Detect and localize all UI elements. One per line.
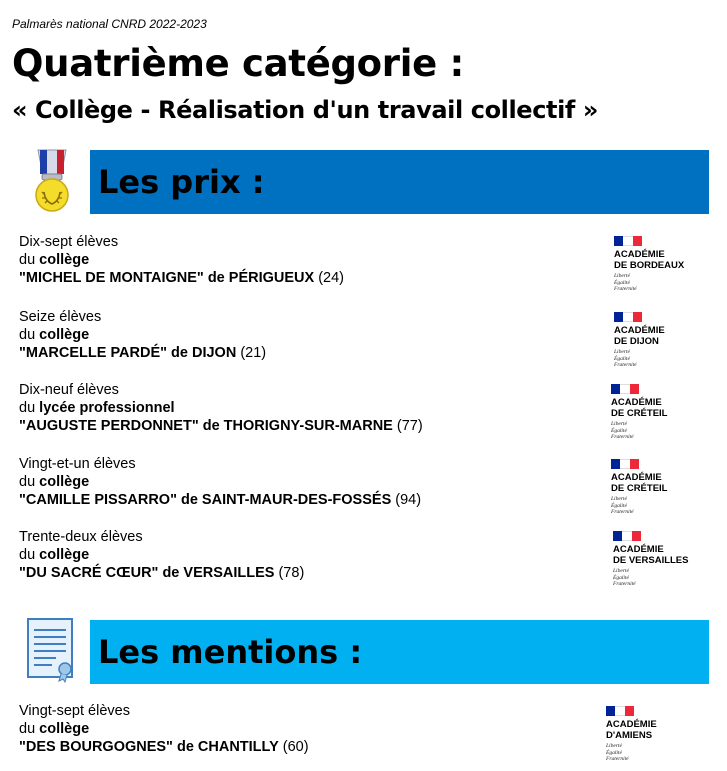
entry-school-type: collège [39,474,90,490]
academy-name: ACADÉMIE DE DIJON [614,325,665,347]
mentions-entry [19,702,309,756]
prix-banner [90,150,709,214]
academy-logo [611,459,711,516]
entry-students: Vingt-et-un élèves [19,456,136,472]
french-flag-icon [611,459,639,469]
entry-school-type: collège [39,721,90,737]
entry-du: du [19,721,40,737]
entry-school-type: lycée professionnel [39,400,175,416]
republic-motto: Liberté Égalité Fraternité [611,496,634,515]
academy-logo [614,312,714,369]
entry-school-name: "DU SACRÉ CŒUR" de VERSAILLES [19,565,275,581]
entry-du: du [19,252,40,268]
entry-dept: (24) [314,270,345,286]
republic-motto: Liberté Égalité Fraternité [611,421,634,440]
french-flag-icon [614,312,642,322]
prix-entry [19,455,421,509]
entry-du: du [19,547,40,563]
french-flag-icon [611,384,639,394]
prix-entry [19,308,266,362]
entry-du: du [19,474,40,490]
entry-dept: (60) [278,739,309,755]
entry-du: du [19,327,40,343]
entry-school-type: collège [39,327,90,343]
entry-students: Vingt-sept élèves [19,703,130,719]
entry-school-name: "MICHEL DE MONTAIGNE" de PÉRIGUEUX [19,270,315,286]
republic-motto: Liberté Égalité Fraternité [606,743,629,762]
academy-name: ACADÉMIE DE CRÉTEIL [611,472,668,494]
prix-entry [19,528,304,582]
french-flag-icon [614,236,642,246]
page-subtitle: « Collège - Réalisation d'un travail collectif » [12,96,599,124]
entry-school-name: "DES BOURGOGNES" de CHANTILLY [19,739,279,755]
page-title: Quatrième catégorie : [12,42,464,85]
document-kicker: Palmarès national CNRD 2022-2023 [12,17,207,31]
entry-school-name: "MARCELLE PARDÉ" de DIJON [19,345,237,361]
republic-motto: Liberté Égalité Fraternité [614,273,637,292]
entry-du: du [19,400,40,416]
french-flag-icon [613,531,641,541]
entry-students: Dix-sept élèves [19,234,119,250]
certificate-icon [26,617,76,683]
entry-dept: (21) [236,345,267,361]
prix-entry [19,381,423,435]
academy-logo [614,236,714,293]
entry-students: Dix-neuf élèves [19,382,119,398]
entry-students: Trente-deux élèves [19,529,143,545]
entry-dept: (78) [274,565,305,581]
academy-name: ACADÉMIE D'AMIENS [606,719,657,741]
entry-students: Seize élèves [19,309,102,325]
entry-school-type: collège [39,547,90,563]
entry-school-name: "AUGUSTE PERDONNET" de THORIGNY-SUR-MARNE [19,418,393,434]
prix-heading: Les prix : [98,163,265,201]
republic-motto: Liberté Égalité Fraternité [613,568,636,587]
medal-icon [30,148,74,216]
mentions-heading: Les mentions : [98,633,363,671]
academy-logo [611,384,711,441]
academy-logo [606,706,706,763]
academy-logo [613,531,713,588]
french-flag-icon [606,706,634,716]
entry-school-type: collège [39,252,90,268]
entry-dept: (77) [392,418,423,434]
academy-name: ACADÉMIE DE BORDEAUX [614,249,685,271]
republic-motto: Liberté Égalité Fraternité [614,349,637,368]
academy-name: ACADÉMIE DE VERSAILLES [613,544,689,566]
mentions-banner [90,620,709,684]
prix-entry [19,233,344,287]
academy-name: ACADÉMIE DE CRÉTEIL [611,397,668,419]
entry-school-name: "CAMILLE PISSARRO" de SAINT-MAUR-DES-FOSSÉS [19,492,392,508]
entry-dept: (94) [391,492,422,508]
